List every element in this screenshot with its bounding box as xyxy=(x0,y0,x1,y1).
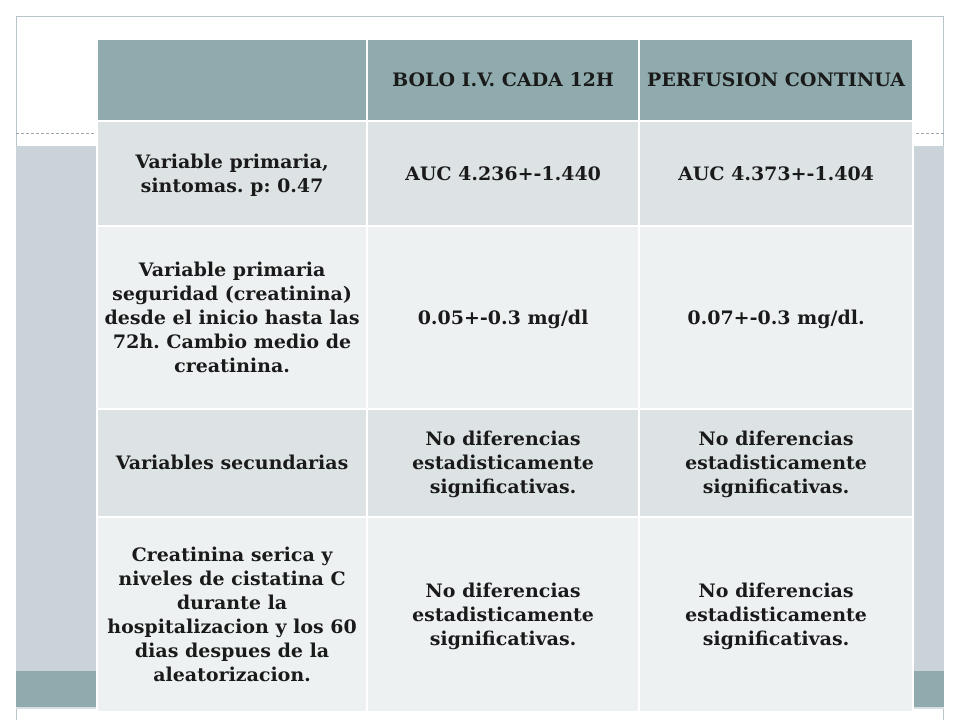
table-row xyxy=(97,517,913,712)
header-cell-perfusion: PERFUSION CONTINUA xyxy=(639,39,913,121)
row-label: Variables secundarias xyxy=(97,409,367,517)
row-label: Creatinina serica y niveles de cistatina C durante la hospitalizacion y los 60 dias despues de la aleatorizacion. xyxy=(97,517,367,712)
table-cell: No diferencias estadisticamente significativas. xyxy=(367,517,639,712)
table-cell: AUC 4.236+-1.440 xyxy=(367,121,639,226)
table-row xyxy=(97,121,913,226)
header-cell-empty xyxy=(97,39,367,121)
header-row xyxy=(97,39,913,121)
comparison-table xyxy=(96,38,914,713)
table-cell: 0.07+-0.3 mg/dl. xyxy=(639,226,913,409)
table-cell: 0.05+-0.3 mg/dl xyxy=(367,226,639,409)
table-cell: AUC 4.373+-1.404 xyxy=(639,121,913,226)
row-label: Variable primaria, sintomas. p: 0.47 xyxy=(97,121,367,226)
row-label: Variable primaria seguridad (creatinina) desde el inicio hasta las 72h. Cambio medio de creatinina. xyxy=(97,226,367,409)
table-cell: No diferencias estadisticamente significativas. xyxy=(639,409,913,517)
table-row xyxy=(97,409,913,517)
table-row xyxy=(97,226,913,409)
table-cell: No diferencias estadisticamente significativas. xyxy=(367,409,639,517)
header-cell-bolo: BOLO I.V. CADA 12H xyxy=(367,39,639,121)
table-cell: No diferencias estadisticamente significativas. xyxy=(639,517,913,712)
